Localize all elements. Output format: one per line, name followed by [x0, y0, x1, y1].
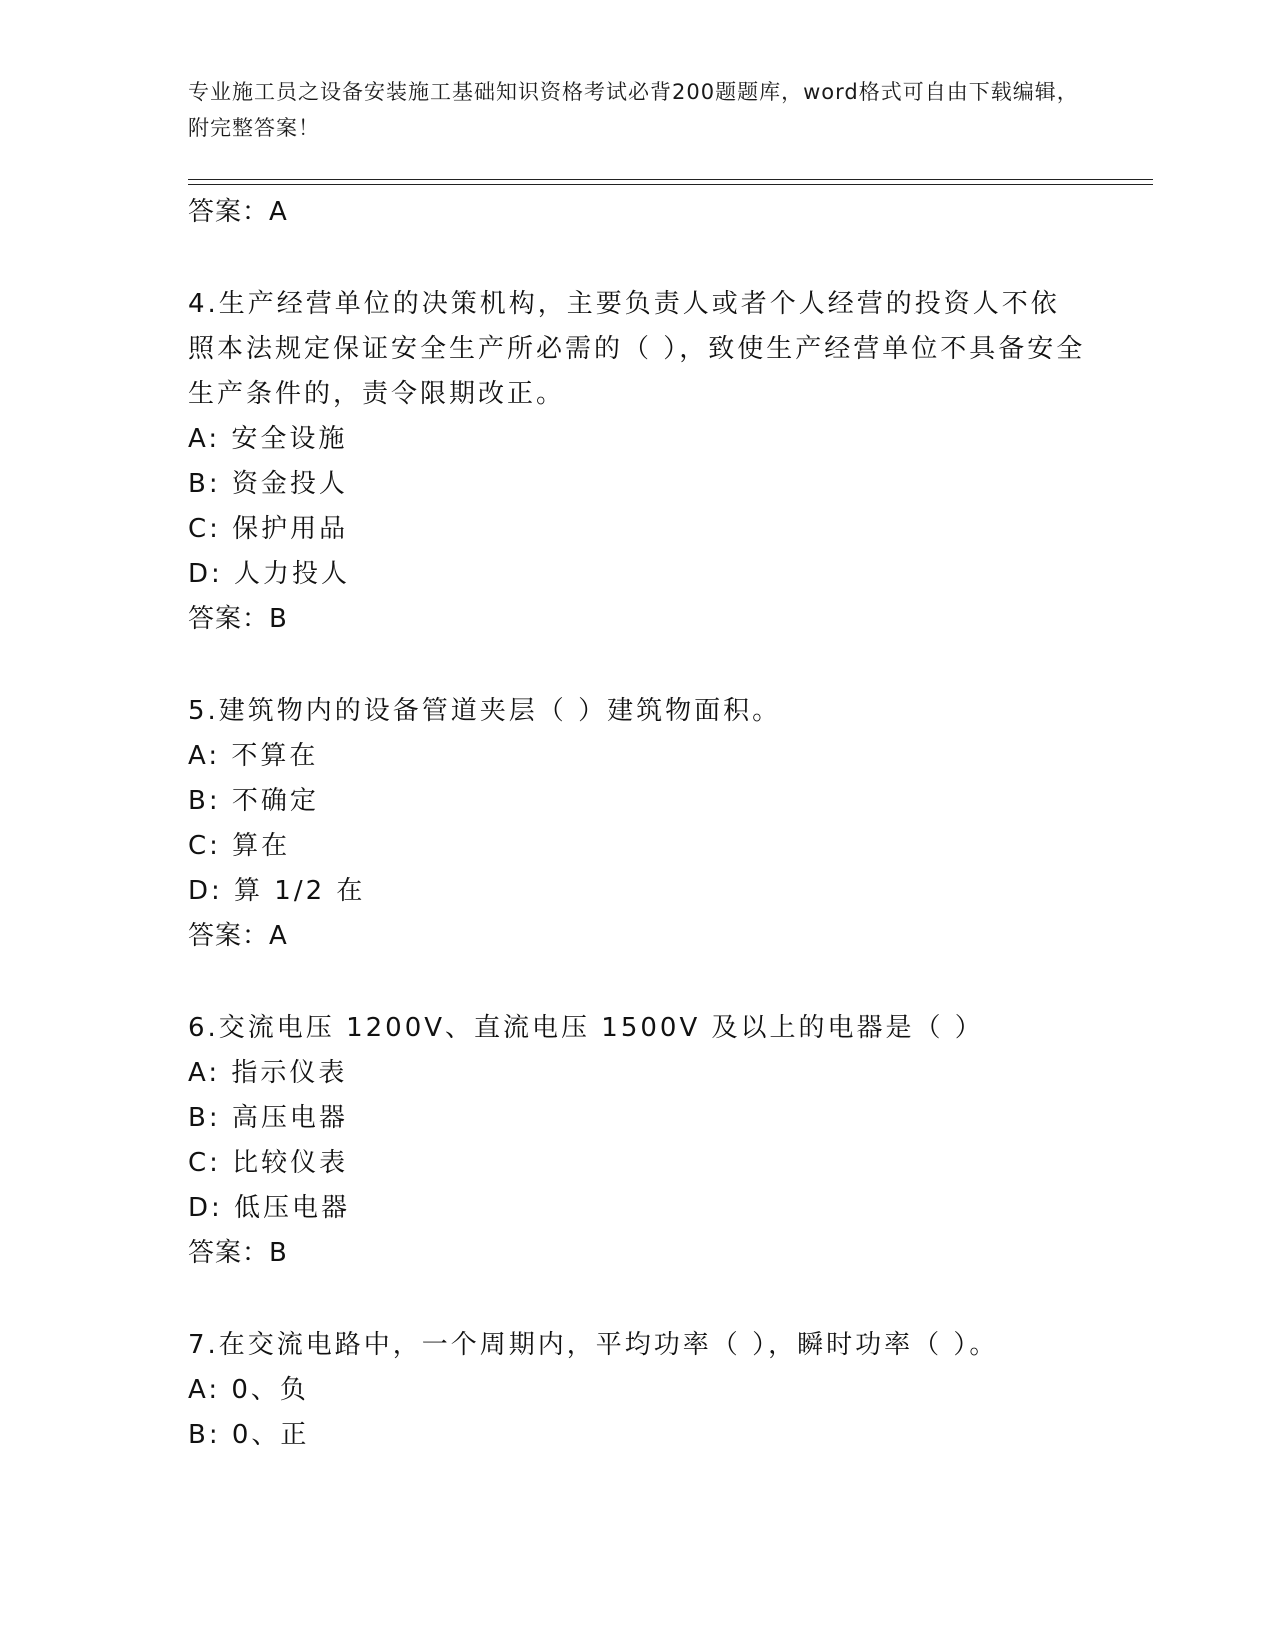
question-item [188, 689, 1088, 959]
question-item [188, 1323, 1088, 1458]
option-c: C: 保护用品 [188, 514, 349, 544]
answer-line: 答案：B [188, 604, 288, 634]
question-gap [188, 1276, 1088, 1323]
question-stem: 6.交流电压 1200V、直流电压 1500V 及以上的电器是（ ） [188, 1013, 984, 1043]
option-d: D: 算 1/2 在 [188, 876, 366, 906]
option-c: C: 比较仪表 [188, 1148, 349, 1178]
question-stem: 5.建筑物内的设备管道夹层（ ）建筑物面积。 [188, 696, 782, 726]
question-item [188, 282, 1088, 642]
document-header-title: 专业施工员之设备安装施工基础知识资格考试必背200题题库，word格式可自由下载编辑，附完整答案！ [188, 80, 1079, 140]
header-divider [188, 179, 1153, 185]
option-a: A: 安全设施 [188, 424, 348, 454]
option-d: D: 人力投人 [188, 559, 351, 589]
option-a: A: 0、负 [188, 1375, 309, 1405]
option-b: B: 不确定 [188, 786, 319, 816]
answer-line: 答案：A [188, 197, 288, 227]
option-b: B: 高压电器 [188, 1103, 348, 1133]
answer-line: 答案：B [188, 1238, 288, 1268]
question-item [188, 1006, 1088, 1276]
answer-line: 答案：A [188, 921, 288, 951]
question-list [188, 190, 1088, 1458]
option-a: A: 不算在 [188, 741, 319, 771]
question-gap [188, 959, 1088, 1006]
question-stem: 4.生产经营单位的决策机构，主要负责人或者个人经营的投资人不依照本法规定保证安全生产所必需的（ ），致使生产经营单位不具备安全生产条件的，责令限期改正。 [188, 289, 1086, 409]
question-gap [188, 642, 1088, 689]
option-a: A: 指示仪表 [188, 1058, 348, 1088]
option-d: D: 低压电器 [188, 1193, 351, 1223]
option-b: B: 资金投人 [188, 469, 348, 499]
option-b: B: 0、正 [188, 1420, 310, 1450]
option-c: C: 算在 [188, 831, 291, 861]
question-stem: 7.在交流电路中，一个周期内，平均功率（ ），瞬时功率（ ）。 [188, 1330, 999, 1360]
question-gap [188, 235, 1088, 282]
